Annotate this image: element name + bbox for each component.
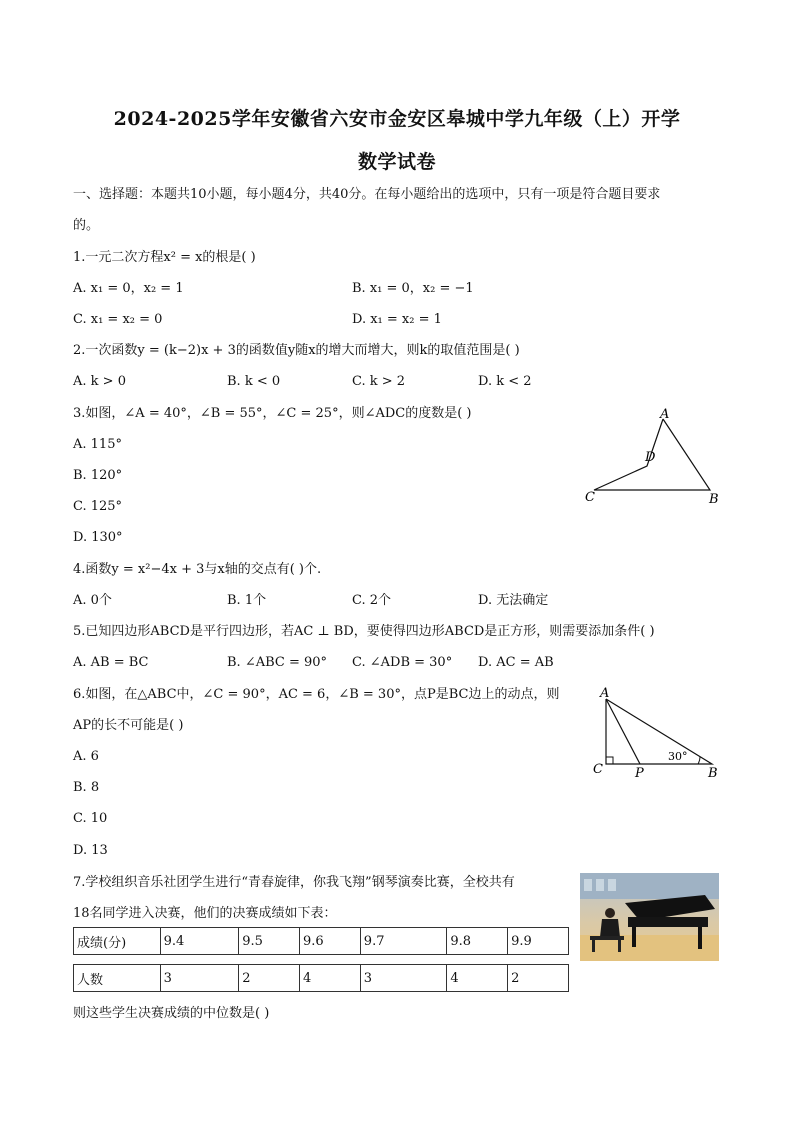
section-heading: 一、选择题：本题共10小题，每小题4分，共40分。在每小题给出的选项中，只有一项是符合题目要求 [73, 187, 661, 202]
q7-stem-cont: 18名同学进入决赛，他们的决赛成绩如下表： [73, 906, 337, 921]
q2-stem: 2.一次函数y = (k−2)x + 3的函数值y随x的增大而增大，则k的取值范围是( ) [73, 343, 520, 358]
q3-label-c: C [585, 490, 595, 505]
exam-subtitle: 数学试卷 [357, 151, 436, 173]
table-row [74, 928, 569, 955]
q3-stem: 3.如图，∠A = 40°，∠B = 55°，∠C = 25°，则∠ADC的度数是( ) [73, 406, 472, 421]
q3-label-b: B [709, 492, 719, 507]
q3-figure [580, 404, 725, 509]
table-cell: 9.8 [447, 928, 508, 955]
q6-option-c: C. 10 [73, 811, 108, 826]
q5-option-c: C. ∠ADB = 30° [352, 655, 453, 670]
q4-option-d: D. 无法确定 [478, 593, 549, 608]
table-cell: 9.5 [239, 928, 300, 955]
q7-stem: 7.学校组织音乐社团学生进行“青春旋律，你我飞翔”钢琴演奏比赛，全校共有 [73, 875, 515, 890]
q3-option-a: A. 115° [73, 437, 122, 452]
q1-option-b: B. x₁ = 0，x₂ = −1 [352, 281, 474, 296]
q1-option-a: A. x₁ = 0，x₂ = 1 [73, 281, 184, 296]
piano-photo [580, 873, 719, 961]
exam-title: 2024-2025学年安徽省六安市金安区皋城中学九年级（上）开学 [113, 108, 681, 130]
table-cell: 人数 [74, 965, 161, 992]
table-cell: 9.9 [508, 928, 569, 955]
q6-option-d: D. 13 [73, 843, 108, 858]
table-cell: 4 [300, 965, 361, 992]
q3-option-d: D. 130° [73, 530, 123, 545]
q6-stem: 6.如图，在△ABC中，∠C = 90°，AC = 6，∠B = 30°，点P是BC边上的动点，则 [73, 687, 560, 702]
q3-label-a: A [660, 407, 670, 422]
q6-option-b: B. 8 [73, 780, 100, 795]
table-row [74, 965, 569, 992]
q6-option-a: A. 6 [73, 749, 99, 764]
q1-option-c: C. x₁ = x₂ = 0 [73, 312, 163, 327]
q6-label-c: C [593, 762, 603, 777]
q7-question: 则这些学生决赛成绩的中位数是( ) [73, 1006, 270, 1021]
table-cell: 3 [360, 965, 447, 992]
q5-option-a: A. AB = BC [73, 655, 149, 670]
q5-option-b: B. ∠ABC = 90° [227, 655, 328, 670]
table-cell: 9.7 [360, 928, 447, 955]
q5-stem: 5.已知四边形ABCD是平行四边形，若AC ⊥ BD，要使得四边形ABCD是正方形，则需要添加条件( ) [73, 624, 655, 639]
q2-option-c: C. k > 2 [352, 374, 406, 389]
q6-label-b: B [708, 766, 718, 781]
table-cell: 2 [508, 965, 569, 992]
q2-option-d: D. k < 2 [478, 374, 532, 389]
table-cell: 4 [447, 965, 508, 992]
table-cell: 9.6 [300, 928, 361, 955]
table-cell: 9.4 [160, 928, 239, 955]
q1-option-d: D. x₁ = x₂ = 1 [352, 312, 442, 327]
q3-option-c: C. 125° [73, 499, 123, 514]
q6-label-a: A [600, 686, 610, 701]
score-table-row1 [73, 927, 569, 955]
q3-option-b: B. 120° [73, 468, 123, 483]
table-cell: 3 [160, 965, 239, 992]
score-table-row2 [73, 964, 569, 992]
q6-label-p: P [635, 766, 644, 781]
section-heading-cont: 的。 [73, 218, 100, 233]
q4-option-b: B. 1个 [227, 593, 267, 608]
table-cell: 2 [239, 965, 300, 992]
q2-option-b: B. k < 0 [227, 374, 281, 389]
q4-option-a: A. 0个 [73, 593, 112, 608]
q4-option-c: C. 2个 [352, 593, 392, 608]
table-cell: 成绩(分) [74, 928, 161, 955]
q6-stem-cont: AP的长不可能是( ) [73, 718, 184, 733]
q5-option-d: D. AC = AB [478, 655, 554, 670]
q2-option-a: A. k > 0 [73, 374, 126, 389]
q3-label-d: D [645, 450, 656, 465]
q6-figure [590, 686, 725, 782]
q4-stem: 4.函数y = x²−4x + 3与x轴的交点有( )个. [73, 562, 322, 577]
q1-stem: 1.一元二次方程x² = x的根是( ) [73, 250, 256, 265]
q6-angle-label: 30° [668, 750, 688, 763]
